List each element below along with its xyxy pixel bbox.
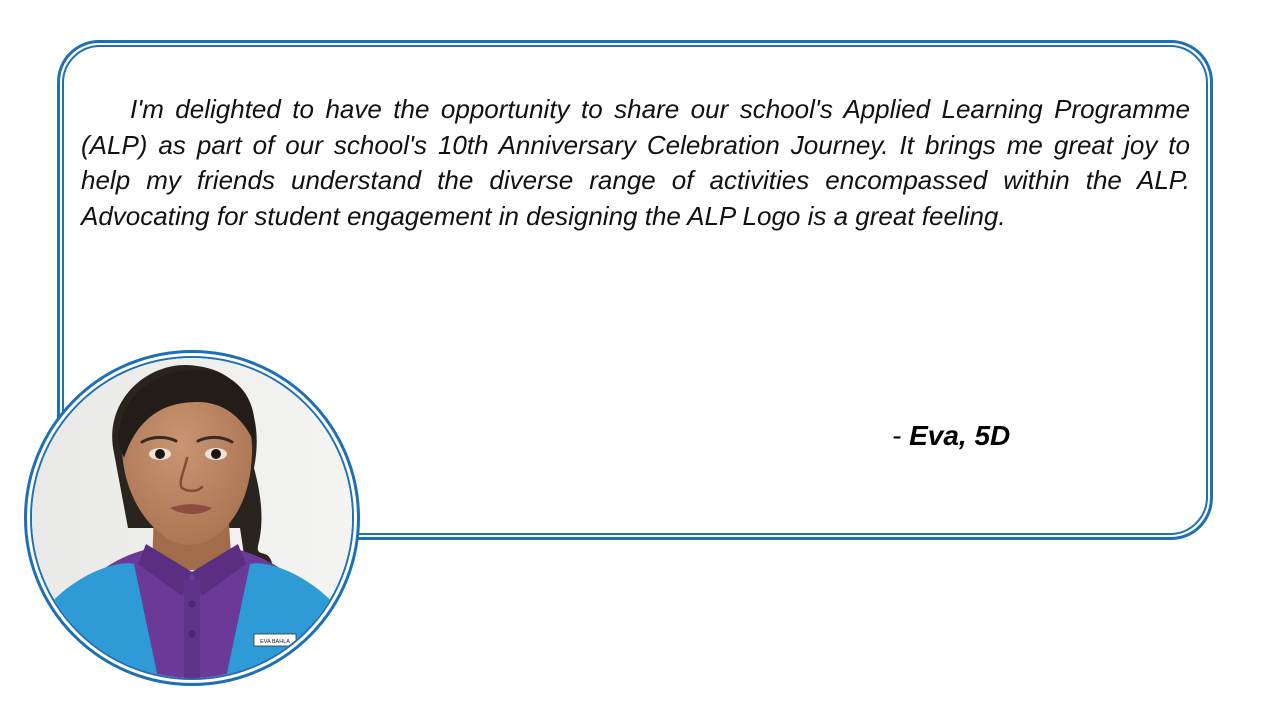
shirt-button-top: [189, 601, 196, 608]
student-photo: [30, 356, 354, 680]
testimonial-attribution: [892, 420, 1010, 452]
attribution-dash: -: [892, 420, 910, 451]
attribution-name: Eva, 5D: [909, 420, 1011, 451]
name-tag-text: EVA BAHLA: [260, 639, 290, 645]
left-iris: [155, 449, 165, 459]
student-portrait-illustration: [32, 358, 352, 678]
testimonial-quote: I'm delighted to have the opportunity to share our school's Applied Learning Programme (ALP) as part of our school's 10th Anniversary Celebration Journey. It brings me great joy to help my friends understand the diverse range of activities encompassed within the ALP. Advocating for student engagement in designing the ALP Logo is a great feeling.: [81, 94, 1190, 231]
right-iris: [211, 449, 221, 459]
shirt-button-bottom: [189, 631, 196, 638]
shirt-placket: [184, 580, 200, 678]
